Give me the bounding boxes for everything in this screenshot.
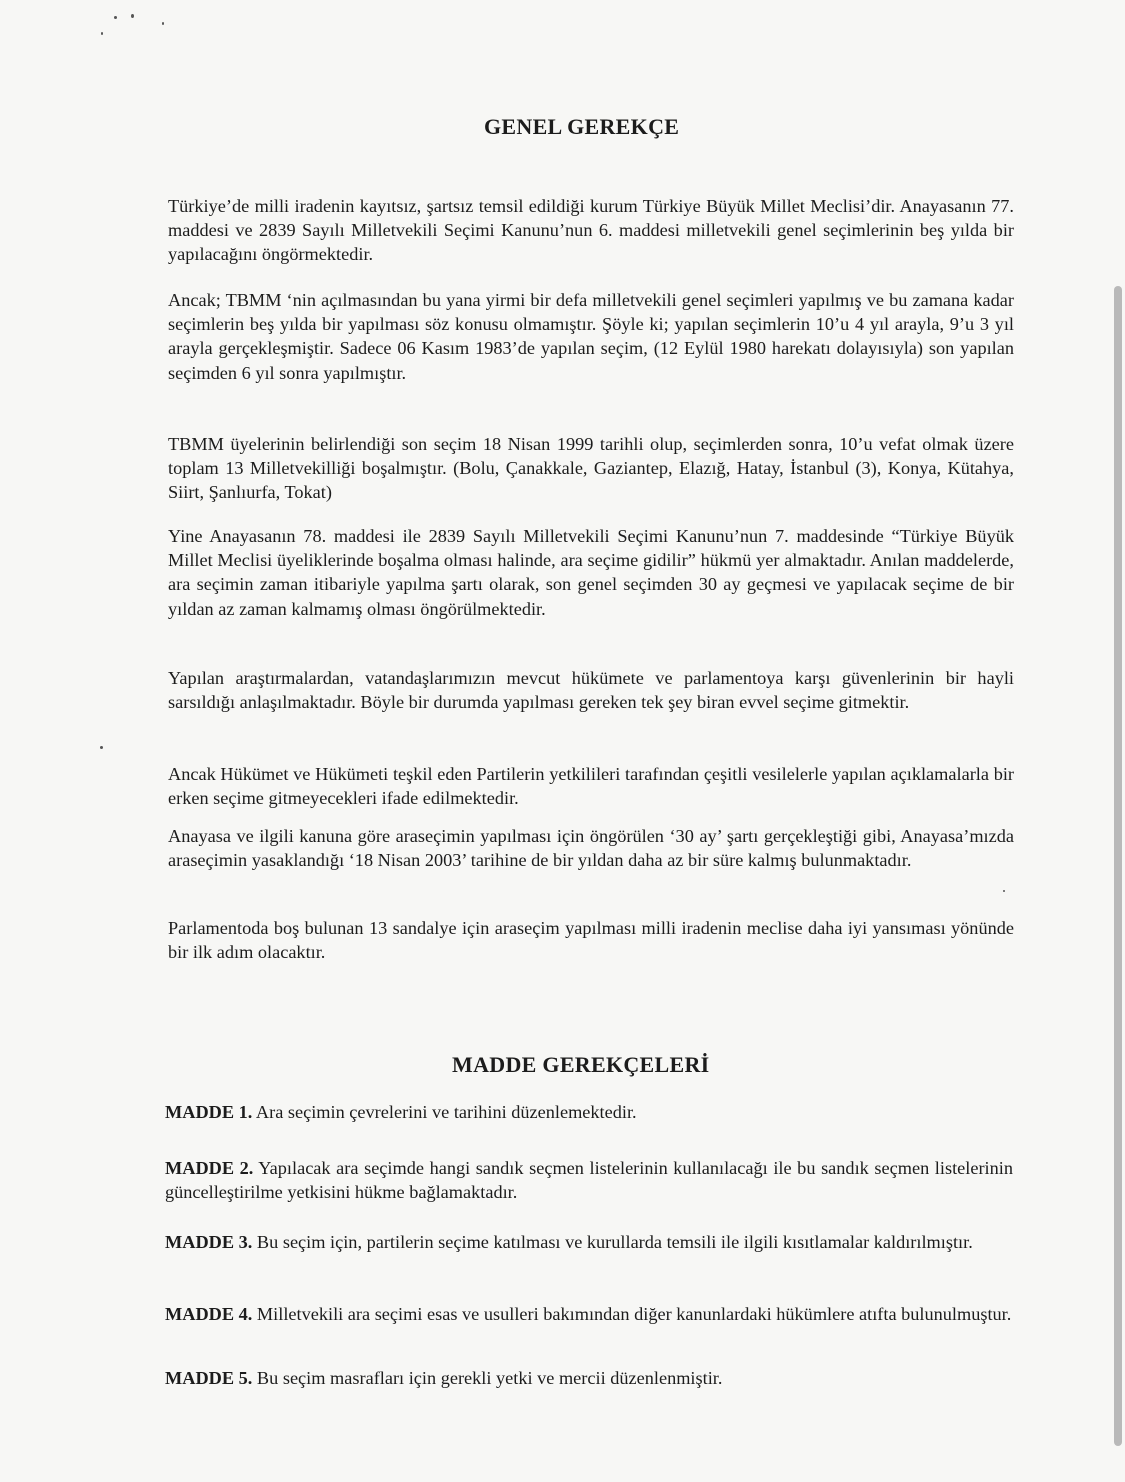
madde-label: MADDE 3.: [165, 1232, 253, 1252]
scan-speck: [131, 14, 134, 18]
genel-paragraph-2: Ancak; TBMM ‘nin açılmasından bu yana yirmi bir defa milletvekili genel seçimleri yapılmış ve bu zamana kadar seçimlerin beş yılda bir yapılması söz konusu olmamıştır. Şöyle ki; yapılan seçimlerin 10’u 4 yıl arayla, 9’u 3 yıl arayla gerçekleşmiştir. Sadece 06 Kasım 1983’de yapılan seçim, (12 Eylül 1980 harekatı dolayısıyla) son yapılan seçimden 6 yıl sonra yapılmıştır.: [168, 290, 1014, 383]
genel-gerekce-title: GENEL GEREKÇE: [484, 114, 680, 139]
madde-item: [165, 1100, 1013, 1124]
madde-text: Ara seçimin çevrelerini ve tarihini düzenlemektedir.: [255, 1102, 637, 1122]
genel-paragraph-5: Yapılan araştırmalardan, vatandaşlarımızın mevcut hükümete ve parlamentoya karşı güvenlerinin bir hayli sarsıldığı anlaşılmaktadır. Böyle bir durumda yapılması gereken tek şey biran evvel seçime gitmektir.: [168, 668, 1014, 713]
genel-paragraph-4: Yine Anayasanın 78. maddesi ile 2839 Sayılı Milletvekili Seçimi Kanunu’nun 7. maddesinde “Türkiye Büyük Millet Meclisi üyeliklerinde boşalma olması halinde, ara seçime gidilir” hükmü yer almaktadır. Anılan maddelerde, ara seçimin zaman itibariyle yapılma şartı olarak, son genel seçimden 30 ay geçmesi ve yapılacak seçime de bir yıldan az zaman kalmamış olması öngörülmektedir.: [168, 526, 1014, 619]
madde-text: Bu seçim masrafları için gerekli yetki ve mercii düzenlenmiştir.: [256, 1368, 723, 1388]
scrollbar-thumb[interactable]: [1114, 286, 1122, 1446]
madde-label: MADDE 4.: [165, 1304, 253, 1324]
madde-text: Milletvekili ara seçimi esas ve usulleri bakımından diğer kanunlardaki hükümlere atıfta bulunulmuştur.: [256, 1304, 1012, 1324]
madde-text: Yapılacak ara seçimde hangi sandık seçmen listelerinin kullanılacağı ile bu sandık seçmen listelerinin güncelleştirilme yetkisini hükme bağlamaktadır.: [165, 1158, 1013, 1202]
genel-paragraph-3: TBMM üyelerinin belirlendiği son seçim 18 Nisan 1999 tarihli olup, seçimlerden sonra, 10’u vefat olmak üzere toplam 13 Milletvekilliği boşalmıştır. (Bolu, Çanakkale, Gaziantep, Elazığ, Hatay, İstanbul (3), Konya, Kütahya, Siirt, Şanlıurfa, Tokat): [168, 434, 1014, 503]
madde-label: MADDE 2.: [165, 1158, 254, 1178]
scrollbar[interactable]: [1111, 0, 1125, 1482]
scan-speck: [114, 16, 117, 19]
madde-label: MADDE 5.: [165, 1368, 253, 1388]
genel-paragraph-8: Parlamentoda boş bulunan 13 sandalye için araseçim yapılması milli iradenin meclise daha iyi yansıması yönünde bir ilk adım olacaktır.: [168, 918, 1014, 963]
madde-gerekceleri-title: MADDE GEREKÇELERİ: [452, 1052, 710, 1077]
scan-speck: [1003, 890, 1005, 892]
genel-paragraph-7: Anayasa ve ilgili kanuna göre araseçimin yapılması için öngörülen ‘30 ay’ şartı gerçekleştiği gibi, Anayasa’mızda araseçimin yasaklandığı ‘18 Nisan 2003’ tarihine de bir yıldan daha az bir süre kalmış bulunmaktadır.: [168, 826, 1014, 871]
madde-item: [165, 1302, 1013, 1326]
madde-label: MADDE 1.: [165, 1102, 253, 1122]
genel-paragraph-1: Türkiye’de milli iradenin kayıtsız, şartsız temsil edildiği kurum Türkiye Büyük Millet Meclisi’dir. Anayasanın 77. maddesi ve 2839 Sayılı Milletvekili Seçimi Kanunu’nun 6. maddesi milletvekili genel seçimlerinin beş yılda bir yapılacağını öngörmektedir.: [168, 196, 1014, 265]
madde-item: [165, 1156, 1013, 1204]
madde-item: [165, 1366, 1013, 1390]
genel-paragraph-6: Ancak Hükümet ve Hükümeti teşkil eden Partilerin yetkilileri tarafından çeşitli vesilelerle yapılan açıklamalarla bir erken seçime gitmeyecekleri ifade edilmektedir.: [168, 764, 1014, 809]
scan-speck: [101, 32, 103, 35]
madde-item: [165, 1230, 1013, 1254]
scan-speck: [162, 22, 164, 25]
madde-text: Bu seçim için, partilerin seçime katılması ve kurullarda temsili ile ilgili kısıtlamalar kaldırılmıştır.: [256, 1232, 973, 1252]
scan-speck: [100, 746, 103, 749]
